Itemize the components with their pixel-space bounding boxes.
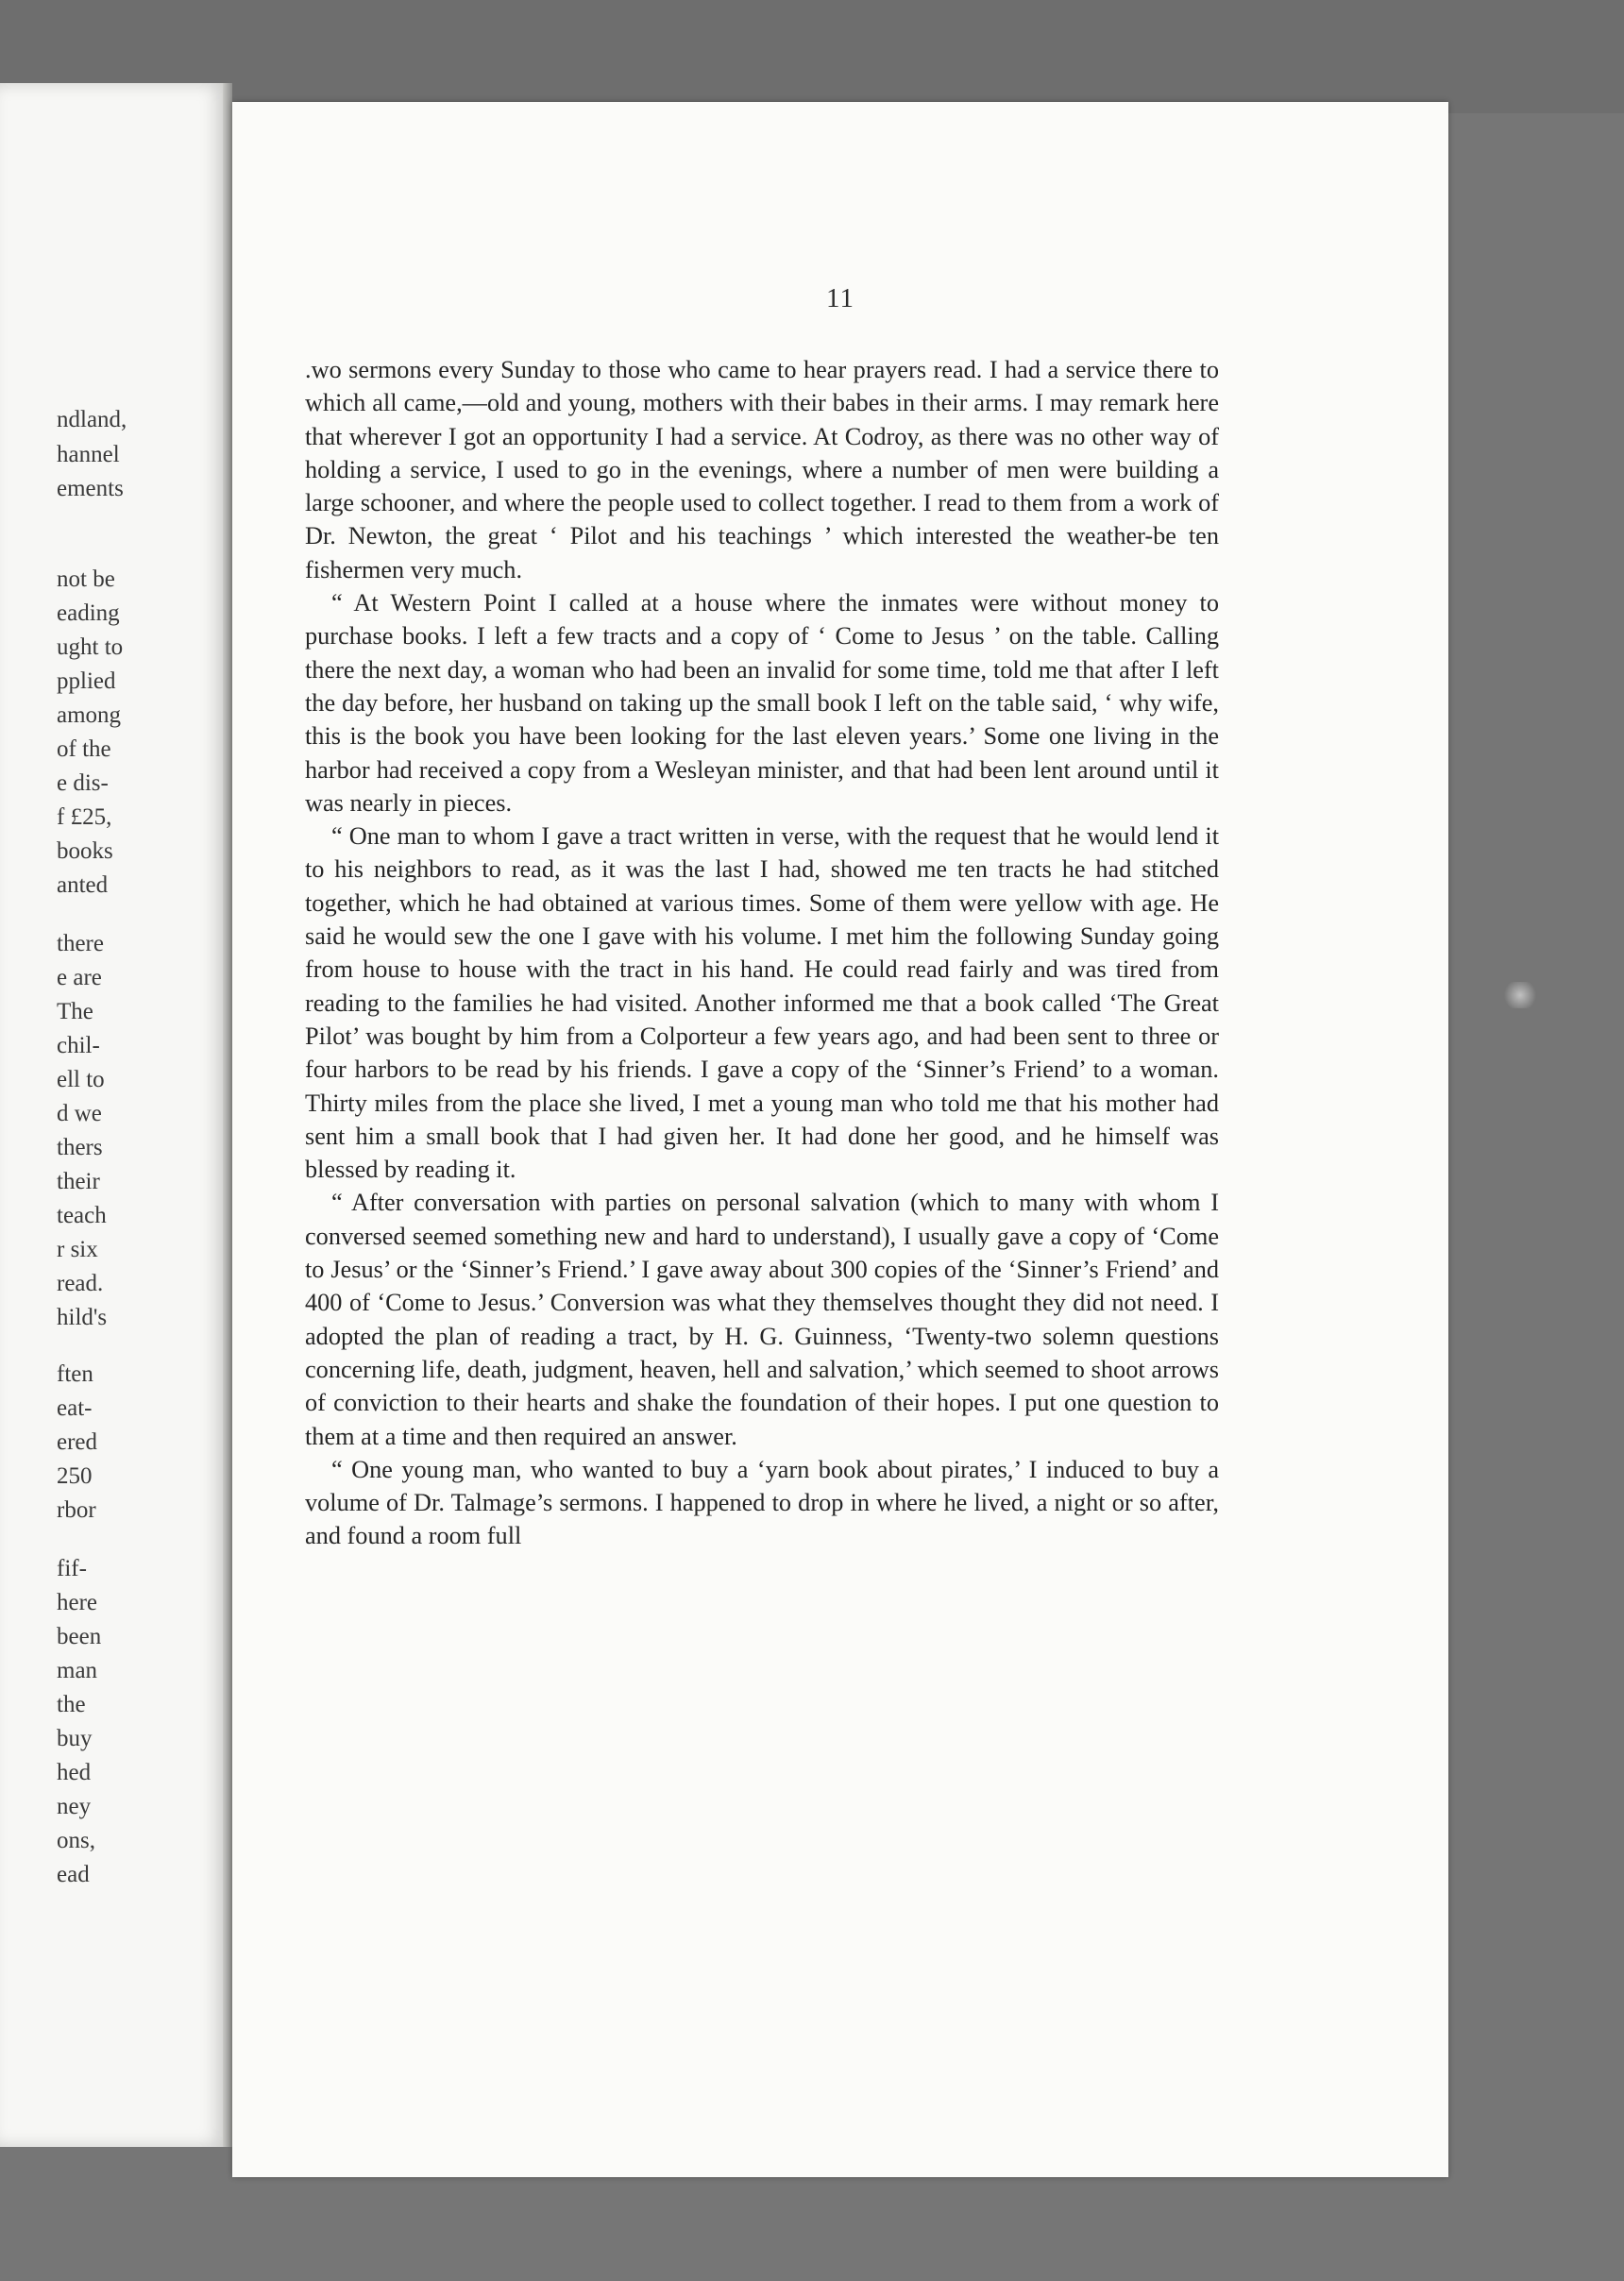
left-page-fragment: read. <box>57 1271 104 1296</box>
left-page-fragment: pplied <box>57 668 116 694</box>
left-page-fragment: ften <box>57 1361 93 1387</box>
paragraph: “ After conversation with parties on personal salvation (which to many with whom I conversed seemed something new and hard to understand), I usually gave a copy of ‘Come to Jesus’ or the ‘Sinner’s Friend.’ I gave away about 300 copies of the ‘Sinner’s Friend’ and 400 of ‘Come to Jesus.’ Conversion was what they themselves thought they did not need. I adopted the plan of reading a tract, by H. G. Guinness, ‘Twenty-two solemn questions concerning life, death, judgment, heaven, hell and salvation,’ which seemed to shoot arrows of conviction to their hearts and shake the foundation of their hopes. I put one question to them at a time and then required an answer. <box>305 1189 1219 1450</box>
left-page-fragment: thers <box>57 1135 103 1160</box>
left-page-fragment: eading <box>57 600 120 626</box>
left-page-fragment: ements <box>57 476 124 501</box>
left-page-fragment: eat- <box>57 1395 93 1421</box>
body-text <box>305 353 1219 1553</box>
left-page-fragment: teach <box>57 1203 107 1228</box>
paragraph: .wo sermons every Sunday to those who came to hear prayers read. I had a service there to which all came,—old and young, mothers with their babes in their arms. I may remark here that wherever I got an opportunity I had a service. At Codroy, as there was no other way of holding a service, I used to go in the evenings, where a number of men were building a large schooner, and where the people used to collect together. I read to them from a work of Dr. Newton, the great ‘ Pilot and his teachings ’ which interested the weather-be ten fishermen very much. <box>305 356 1219 583</box>
paragraph: “ One man to whom I gave a tract written in verse, with the request that he would lend it to his neighbors to read, as it was the last I had, showed me ten tracts he had stitched together, which he had obtained at various times. Some of them were yellow with age. He said he would sew the one I gave with his volume. I met him the following Sunday going from house to house with the tract in his hand. He could read fairly and was tired from reading to the families he had visited. Another informed me that a book called ‘The Great Pilot’ was bought by him from a Colporteur a few years ago, and had been sent to three or four harbors to be read by his friends. I gave a copy of the ‘Sinner’s Friend’ to a woman. Thirty miles from the place she lived, I met a young man who told me that his mother had sent him a small book that I had given her. It had done her good, and he himself was blessed by reading it. <box>305 822 1219 1184</box>
left-page-fragment: of the <box>57 736 111 762</box>
left-page-fragment: d we <box>57 1101 102 1126</box>
page-gutter <box>223 83 232 2147</box>
left-page-fragment: their <box>57 1169 100 1194</box>
left-page-fragment: e dis- <box>57 770 109 796</box>
left-page-fragment: The <box>57 999 93 1024</box>
scan-artifact <box>1501 982 1539 1008</box>
page-number: 11 <box>826 283 854 313</box>
scan-background-top <box>0 0 1624 113</box>
document-page <box>232 102 1448 2177</box>
left-page-fragment: hannel <box>57 442 120 467</box>
left-page-fragment: been <box>57 1624 102 1649</box>
left-page-fragment: e are <box>57 965 102 990</box>
left-page-fragment: ney <box>57 1794 92 1819</box>
left-page-fragment: ons, <box>57 1828 95 1853</box>
left-page-fragment: the <box>57 1692 86 1717</box>
left-page-fragment: anted <box>57 872 109 898</box>
paragraph: “ At Western Point I called at a house where the inmates were without money to purchase books. I left a few tracts and a copy of ‘ Come to Jesus ’ on the table. Calling there the next day, a woman who had been an invalid for some time, told me that after I left the day before, her husband on taking up the small book I left on the table said, ‘ why wife, this is the book you have been looking for the last eleven years.’ Some one living in the harbor had received a copy from a Wesleyan minister, and that had been lent around until it was nearly in pieces. <box>305 589 1219 817</box>
left-page-edge <box>0 83 227 2147</box>
left-page-fragment: f £25, <box>57 804 112 830</box>
paragraph: “ One young man, who wanted to buy a ‘yarn book about pirates,’ I induced to buy a volume of Dr. Talmage’s sermons. I happened to drop in where he lived, a night or so after, and found a room full <box>305 1455 1219 1550</box>
left-page-fragment: here <box>57 1590 98 1615</box>
left-page-fragment: chil- <box>57 1033 100 1058</box>
left-page-fragment: rbor <box>57 1497 96 1523</box>
left-page-fragment: man <box>57 1658 98 1683</box>
left-page-fragment: fif- <box>57 1556 87 1581</box>
left-page-fragment: among <box>57 702 122 728</box>
left-page-fragment: there <box>57 931 104 956</box>
left-page-fragment: hild's <box>57 1305 108 1330</box>
left-page-fragment: 250 <box>57 1463 93 1489</box>
left-page-fragment: ell to <box>57 1067 105 1092</box>
left-page-fragment: not be <box>57 566 115 592</box>
left-page-fragment: r six <box>57 1237 98 1262</box>
left-page-fragment: books <box>57 838 113 864</box>
left-page-fragment: ead <box>57 1862 90 1887</box>
left-page-fragment: ught to <box>57 634 124 660</box>
left-page-fragment: buy <box>57 1726 93 1751</box>
left-page-fragment: ered <box>57 1429 98 1455</box>
left-page-fragment: hed <box>57 1760 92 1785</box>
left-page-fragment: ndland, <box>57 407 127 432</box>
